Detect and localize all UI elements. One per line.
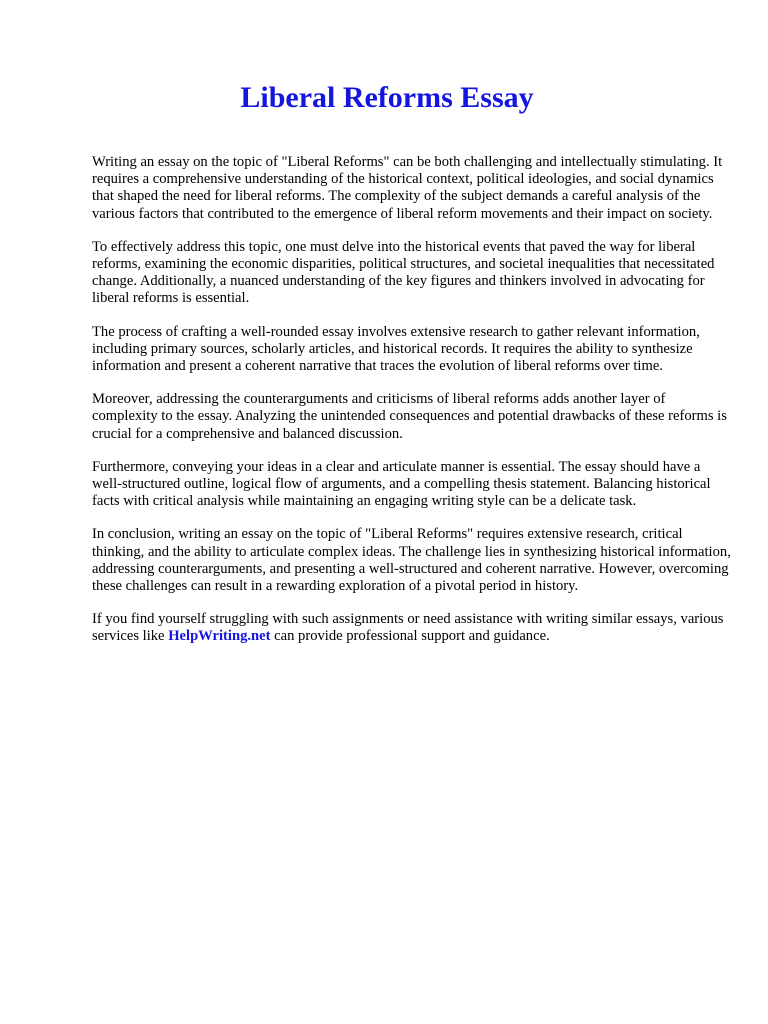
- helpwriting-link[interactable]: HelpWriting.net: [168, 628, 271, 645]
- page-title: Liberal Reforms Essay: [240, 81, 534, 114]
- paragraph-historical-events: To effectively address this topic, one must delve into the historical events that paved the way for liberal reforms, examining the economic disparities, political structures, and societal inequalities that necessitated change. Additionally, a nuanced understanding of the key figures and thinkers involved in advocating for liberal reforms is essential.: [92, 238, 715, 307]
- paragraph-closing: [92, 611, 732, 645]
- paragraph-intro: Writing an essay on the topic of "Liberal Reforms" can be both challenging and intellectually stimulating. It requires a comprehensive understanding of the historical context, political ideologies, and social dynamics that shaped the need for liberal reforms. The complexity of the subject demands a careful analysis of the various factors that contributed to the emergence of liberal reform movements and their impact on society.: [92, 154, 723, 222]
- paragraph-conclusion: In conclusion, writing an essay on the topic of "Liberal Reforms" requires extensive research, critical thinking, and the ability to articulate complex ideas. The challenge lies in synthesizing historical information, addressing counterarguments, and presenting a well-structured and coherent narrative. However, overcoming these challenges can result in a rewarding exploration of a pivotal period in history.: [92, 526, 731, 595]
- paragraph-counterarguments: Moreover, addressing the counterarguments and criticisms of liberal reforms adds another layer of complexity to the essay. Analyzing the unintended consequences and potential drawbacks of these reforms is crucial for a comprehensive and balanced discussion.: [92, 391, 727, 442]
- paragraph-research-process: The process of crafting a well-rounded essay involves extensive research to gather relevant information, including primary sources, scholarly articles, and historical records. It requires the ability to synthesize information and present a coherent narrative that traces the evolution of liberal reforms over time.: [92, 323, 700, 375]
- closing-text-before-link: If you find yourself struggling with such assignments or need assistance with writing similar essays, various services like: [92, 611, 724, 645]
- paragraph-clarity: Furthermore, conveying your ideas in a clear and articulate manner is essential. The essay should have a well-structured outline, logical flow of arguments, and a compelling thesis statement. Balancing historical facts with critical analysis while maintaining an engaging writing style can be a delicate task.: [92, 458, 711, 510]
- closing-text-after-link: can provide professional support and guidance.: [270, 628, 550, 645]
